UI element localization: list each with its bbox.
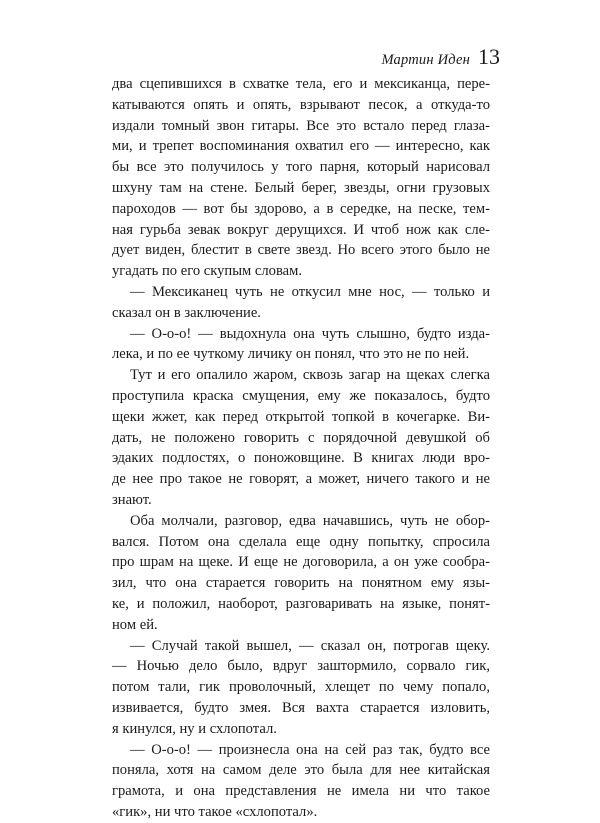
text-line: катываются опять и опять, взрывают песок, а откуда-то	[112, 96, 490, 113]
text-line: щеки жжет, как перед открытой топкой в кочегарке. Ви-	[112, 408, 490, 425]
text-line: «гик», ни что такое «схлопотал».	[112, 803, 318, 820]
text-line: пароходов — вот бы здорово, а в середке, на песке, тем-	[112, 200, 490, 217]
text-line: два сцепившихся в схватке тела, его и мексиканца, пере-	[112, 76, 490, 92]
text-line: издали томный звон гитары. Все это встало перед глаза-	[112, 117, 490, 134]
page-number: 13	[478, 44, 500, 69]
text-line: шхуну там на стене. Белый берег, звезды, огни грузовых	[112, 179, 490, 196]
text-line: Тут и его опалило жаром, сквозь загар на щеках слегка	[130, 367, 490, 384]
text-line: грамота, и она представления не имела ни что такое	[112, 783, 490, 800]
text-line: Оба молчали, разговор, едва начавшись, чуть не обор-	[130, 512, 490, 529]
text-line: — О-о-о! — произнесла она на сей раз так, будто все	[130, 741, 490, 758]
text-line: поняла, хотя на самом деле это была для нее китайская	[112, 762, 490, 779]
text-line: ном ей.	[112, 616, 158, 633]
text-line: бы все это получилось у того парня, который нарисовал	[112, 159, 490, 176]
text-line: ми, и трепет воспоминания охватил его — интересно, как	[112, 138, 490, 155]
text-line: зил, что она старается говорить на понятном ему язы-	[112, 575, 490, 592]
running-title: Мартин Иден	[381, 52, 470, 68]
text-line: лека, и по ее чуткому личику он понял, что это не по ней.	[112, 346, 470, 363]
text-line: сказал он в заключение.	[112, 304, 261, 321]
text-line: де нее про такое не говорят, а может, ничего такого и не	[112, 471, 490, 488]
text-line: — Ночью дело было, вдруг заштормило, сорвало гик,	[112, 658, 490, 675]
text-line: вался. Потом она сделала еще одну попытку, спросила	[112, 533, 490, 550]
text-line: извивается, будто змея. Вся вахта старается изловить,	[112, 699, 490, 716]
running-head	[381, 44, 500, 70]
text-line: — О-о-о! — выдохнула она чуть слышно, будто изда-	[130, 325, 490, 342]
text-line: — Случай такой вышел, — сказал он, потрогав щеку.	[130, 637, 490, 654]
text-line: дует виден, блестит в свете звезд. Но всего этого было не	[112, 242, 490, 259]
text-line: про шрам на щеке. И еще не договорила, а он уже сообра-	[112, 554, 490, 571]
text-line: потом тали, гик проволочный, хлещет по чему попало,	[112, 679, 490, 696]
text-line: — Мексиканец чуть не откусил мне нос, — только и	[130, 283, 490, 300]
text-line: эдаких подлостях, о поножовщине. В книгах люди вро-	[112, 450, 490, 467]
text-line: проступила краска смущения, ему же показалось, будто	[112, 387, 490, 404]
text-line: ке, и положил, наоборот, разговаривать на языке, понят-	[112, 595, 490, 612]
text-line: дать, не положено говорить с порядочной девушкой об	[112, 429, 490, 446]
text-line: я кинулся, ну и схлопотал.	[112, 720, 277, 737]
text-line: знают.	[112, 491, 152, 508]
text-line: угадать по его скупым словам.	[112, 263, 303, 280]
body-text	[112, 74, 490, 823]
text-line: ная гурьба зевак вокруг дерущихся. И чтоб нож как сле-	[112, 221, 490, 238]
